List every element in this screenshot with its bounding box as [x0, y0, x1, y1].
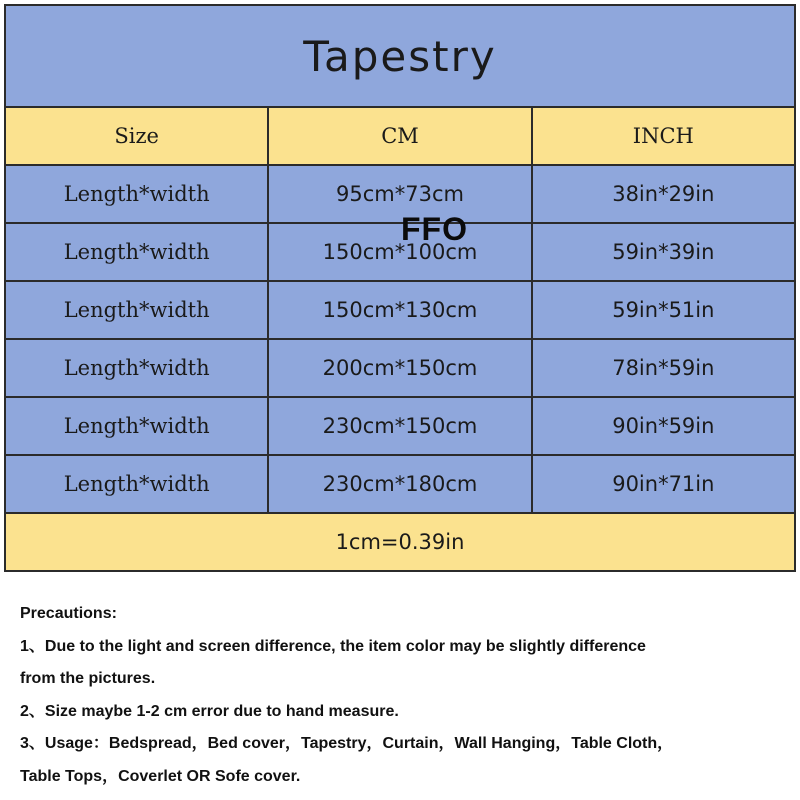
- table-title: Tapestry: [5, 5, 795, 107]
- precautions-heading: Precautions:: [20, 605, 117, 622]
- precaution-line: 1、Due to the light and screen difference, the item color may be slightly difference: [20, 637, 646, 655]
- inch-cell: 59in*51in: [532, 281, 795, 339]
- size-label-cell: Length*width: [5, 397, 268, 455]
- table-row: [5, 281, 795, 339]
- size-label-cell: Length*width: [5, 165, 268, 223]
- table-row: [5, 165, 795, 223]
- cm-cell: 200cm*150cm: [268, 339, 531, 397]
- cm-cell: 150cm*100cm: [268, 223, 531, 281]
- precaution-line: 3、Usage：Bedspread，Bed cover，Tapestry，Curtain，Wall Hanging，Table Cloth，: [20, 735, 674, 752]
- table-row: [5, 339, 795, 397]
- precautions-section: [20, 598, 790, 793]
- table-row: [5, 397, 795, 455]
- size-label-cell: Length*width: [5, 339, 268, 397]
- inch-cell: 90in*59in: [532, 397, 795, 455]
- cm-cell: 150cm*130cm: [268, 281, 531, 339]
- cm-cell: 95cm*73cm: [268, 165, 531, 223]
- size-label-cell: Length*width: [5, 223, 268, 281]
- conversion-row: [5, 513, 795, 571]
- title-row: [5, 5, 795, 107]
- precaution-line: Table Tops，Coverlet OR Sofe cover.: [20, 767, 301, 785]
- size-label-cell: Length*width: [5, 455, 268, 513]
- header-row: [5, 107, 795, 165]
- inch-cell: 78in*59in: [532, 339, 795, 397]
- inch-cell: 38in*29in: [532, 165, 795, 223]
- watermark-text: FFO: [401, 211, 468, 247]
- table-row: [5, 223, 795, 281]
- precaution-line: 2、Size maybe 1-2 cm error due to hand measure.: [20, 702, 399, 720]
- size-chart-table: [4, 4, 796, 572]
- table-row: [5, 455, 795, 513]
- header-inch: INCH: [532, 107, 795, 165]
- size-label-cell: Length*width: [5, 281, 268, 339]
- header-size: Size: [5, 107, 268, 165]
- inch-cell: 59in*39in: [532, 223, 795, 281]
- conversion-note: 1cm=0.39in: [5, 513, 795, 571]
- inch-cell: 90in*71in: [532, 455, 795, 513]
- cm-cell: 230cm*150cm: [268, 397, 531, 455]
- cm-cell: 230cm*180cm: [268, 455, 531, 513]
- precaution-line: from the pictures.: [20, 670, 156, 687]
- header-cm: CM: [268, 107, 531, 165]
